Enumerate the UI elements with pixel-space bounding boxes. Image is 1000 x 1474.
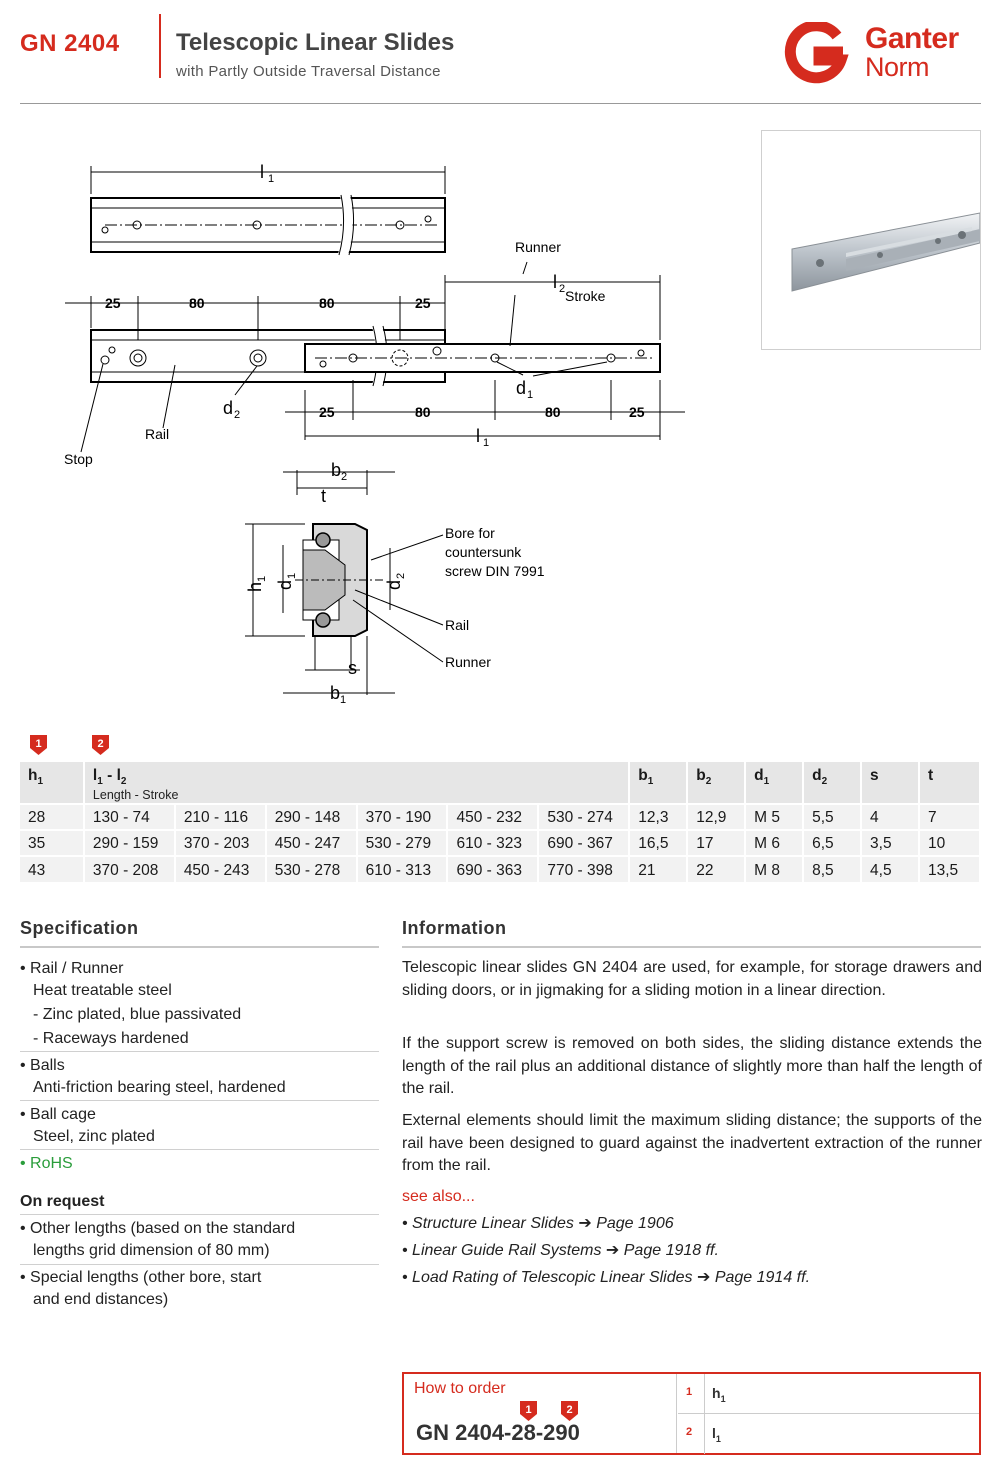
- spec-item: Steel, zinc plated: [33, 1128, 155, 1145]
- on-request-item: and end distances): [33, 1291, 169, 1308]
- dim-80-c: 80: [415, 404, 431, 420]
- dim-b2-sub: 2: [341, 471, 348, 483]
- cell-s: 3,5: [861, 830, 919, 856]
- cell-length: 210 - 116: [175, 804, 266, 830]
- dim-h1: h: [245, 581, 265, 592]
- on-request-item: lengths grid dimension of 80 mm): [33, 1242, 270, 1259]
- cell-d2: 8,5: [803, 856, 861, 882]
- see-also-link[interactable]: • Linear Guide Rail Systems ➔ Page 1918 ff.: [402, 1242, 719, 1259]
- order-item-divider: [704, 1414, 705, 1454]
- dim-s: s: [348, 658, 357, 678]
- label-runner: Runner: [515, 239, 561, 255]
- dim-l2-sub: 2: [559, 283, 566, 295]
- spec-item: Anti-friction bearing steel, hardened: [33, 1079, 286, 1096]
- svg-text:1: 1: [525, 1404, 532, 1416]
- info-paragraph: If the support screw is removed on both sides, the sliding distance extends the length of the rail plus an additional distance of slightly more than half the length of the rail.: [402, 1035, 982, 1097]
- dim-d2-sub: 2: [234, 409, 241, 421]
- cell-length: 450 - 232: [447, 804, 538, 830]
- col-length-stroke: $l_1 - l_2$ Length - Stroke: [84, 762, 629, 804]
- order-item-num: 1: [686, 1386, 693, 1398]
- dim-80-b: 80: [319, 295, 335, 311]
- page-subtitle: with Partly Outside Traversal Distance: [176, 63, 441, 80]
- dim-80-a: 80: [189, 295, 205, 311]
- badge-2-label: 2: [97, 738, 104, 750]
- on-request-divider: [20, 1264, 379, 1265]
- cell-d2: 5,5: [803, 804, 861, 830]
- cell-b1: 21: [629, 856, 687, 882]
- dim-80-d: 80: [545, 404, 561, 420]
- dim-d2: d: [223, 398, 234, 418]
- cell-length: 370 - 208: [84, 856, 175, 882]
- cell-d1: M 5: [745, 804, 803, 830]
- header-rule: [20, 103, 981, 104]
- see-also-label: see also...: [402, 1188, 475, 1205]
- dim-l2: l: [553, 272, 557, 292]
- col-d2: $d_2$: [803, 762, 861, 804]
- order-item-num: 2: [686, 1426, 693, 1438]
- dim-25-c: 25: [319, 404, 335, 420]
- on-request-heading: On request: [20, 1193, 105, 1210]
- cell-d1: M 8: [745, 856, 803, 882]
- cell-length: 290 - 159: [84, 830, 175, 856]
- dim-d1-sub: 1: [527, 389, 534, 401]
- badge-2-icon: [92, 735, 109, 755]
- spec-divider: [20, 1051, 379, 1052]
- cell-length: 450 - 243: [175, 856, 266, 882]
- order-label: How to order: [414, 1380, 506, 1397]
- spec-item: Heat treatable steel: [33, 982, 172, 999]
- dim-b1: b: [330, 683, 341, 703]
- label-bore-3: screw DIN 7991: [445, 563, 545, 579]
- slide-photo-illustration: [762, 131, 980, 349]
- dim-h1-sub: 1: [256, 575, 268, 582]
- specification-heading: Specification: [20, 918, 139, 938]
- badge-1-label: 1: [35, 738, 42, 750]
- table-row: [20, 856, 980, 882]
- logo-g-icon: [783, 22, 853, 86]
- col-t: t: [919, 762, 980, 804]
- on-request-rule: [20, 1214, 379, 1215]
- spec-item-rohs: • RoHS: [20, 1155, 73, 1172]
- label-section-runner: Runner: [445, 654, 491, 670]
- badge-1-icon: [30, 735, 47, 755]
- label-rail: Rail: [145, 426, 170, 442]
- spec-item: • Rail / Runner: [20, 960, 124, 977]
- dim-t: t: [321, 486, 327, 506]
- information-heading: Information: [402, 918, 507, 938]
- product-photo: [761, 130, 981, 350]
- cell-length: 610 - 323: [447, 830, 538, 856]
- logo-text-norm: Norm: [865, 52, 929, 82]
- dim-25-d: 25: [629, 404, 645, 420]
- order-item-value: $h_1$: [712, 1385, 726, 1404]
- cell-b2: 12,9: [687, 804, 745, 830]
- dim-l1-bottom: l: [476, 426, 480, 446]
- cell-h1: 35: [20, 830, 84, 856]
- col-length-caption: Length - Stroke: [92, 788, 179, 803]
- ganter-norm-logo: [783, 22, 983, 86]
- how-to-order-box: [402, 1372, 981, 1455]
- on-request-item: • Special lengths (other bore, start: [20, 1269, 262, 1286]
- dim-25-a: 25: [105, 295, 121, 311]
- see-also-link[interactable]: • Structure Linear Slides ➔ Page 1906: [402, 1215, 674, 1232]
- label-bore-2: countersunk: [445, 544, 522, 560]
- cell-length: 530 - 279: [357, 830, 448, 856]
- cell-t: 7: [919, 804, 980, 830]
- order-example: [404, 1374, 677, 1453]
- col-b2: $b_2$: [687, 762, 745, 804]
- dimensions-table: [20, 762, 981, 882]
- order-code: GN 2404-28-290: [416, 1420, 580, 1445]
- order-item-divider: [704, 1374, 705, 1413]
- cell-length: 690 - 367: [538, 830, 629, 856]
- label-section-rail: Rail: [445, 617, 470, 633]
- product-code: GN 2404: [20, 30, 120, 57]
- label-stroke: Stroke: [565, 288, 606, 304]
- label-bore-1: Bore for: [445, 525, 495, 541]
- cell-length: 530 - 278: [266, 856, 357, 882]
- cell-d2: 6,5: [803, 830, 861, 856]
- dim-d1-section: d: [275, 579, 295, 590]
- dim-d2-section-sub: 2: [395, 572, 407, 579]
- cell-length: 450 - 247: [266, 830, 357, 856]
- col-b1: $b_1$: [629, 762, 687, 804]
- cell-h1: 28: [20, 804, 84, 830]
- dim-d1-section-sub: 1: [286, 572, 298, 579]
- specification-rule: [20, 946, 379, 948]
- logo-text-ganter: Ganter: [865, 22, 959, 55]
- cell-h1: 43: [20, 856, 84, 882]
- table-row: [20, 804, 980, 830]
- cell-length: 370 - 203: [175, 830, 266, 856]
- dim-l1-bottom-sub: 1: [483, 437, 490, 449]
- dim-25-b: 25: [415, 295, 431, 311]
- spec-divider: [20, 1100, 379, 1101]
- table-row: [20, 830, 980, 856]
- dim-b2: b: [331, 460, 342, 480]
- cell-length: 610 - 313: [357, 856, 448, 882]
- order-item-1: [678, 1374, 979, 1414]
- cell-length: 290 - 148: [266, 804, 357, 830]
- spec-divider: [20, 1149, 379, 1150]
- dim-d2-section: d: [384, 579, 404, 590]
- dim-b1-sub: 1: [340, 694, 347, 706]
- page-title: Telescopic Linear Slides: [176, 29, 455, 56]
- svg-text:2: 2: [566, 1404, 573, 1416]
- dim-l1-top: l: [260, 162, 264, 182]
- cell-b2: 17: [687, 830, 745, 856]
- cell-length: 530 - 274: [538, 804, 629, 830]
- cell-d1: M 6: [745, 830, 803, 856]
- info-paragraph: Telescopic linear slides GN 2404 are used, for example, for storage drawers and sliding doors, or in jigmaking for a sliding motion in a linear direction.: [402, 959, 982, 999]
- cell-length: 130 - 74: [84, 804, 175, 830]
- col-s: s: [861, 762, 919, 804]
- spec-item: - Raceways hardened: [33, 1030, 189, 1047]
- cell-s: 4,5: [861, 856, 919, 882]
- dim-d1: d: [516, 378, 527, 398]
- cell-t: 10: [919, 830, 980, 856]
- spec-item: • Balls: [20, 1057, 65, 1074]
- order-item-2: [678, 1414, 979, 1454]
- cell-length: 770 - 398: [538, 856, 629, 882]
- on-request-item: • Other lengths (based on the standard: [20, 1220, 296, 1237]
- order-badge-2-icon: [561, 1401, 578, 1421]
- dim-l1-top-sub: 1: [268, 173, 275, 185]
- table-header-row: [20, 762, 980, 804]
- order-badge-1-icon: [520, 1401, 537, 1421]
- spec-item: - Zinc plated, blue passivated: [33, 1006, 242, 1023]
- col-h1: $h_1$: [20, 762, 84, 804]
- cell-b2: 22: [687, 856, 745, 882]
- cell-s: 4: [861, 804, 919, 830]
- information-rule: [402, 946, 981, 948]
- technical-drawing: [55, 150, 705, 710]
- see-also-link[interactable]: • Load Rating of Telescopic Linear Slides ➔ Page 1914 ff.: [402, 1269, 811, 1286]
- spec-item: • Ball cage: [20, 1106, 96, 1123]
- cell-t: 13,5: [919, 856, 980, 882]
- col-d1: $d_1$: [745, 762, 803, 804]
- header-divider: [159, 14, 161, 78]
- order-item-value: $l_1$: [712, 1425, 721, 1444]
- cell-length: 690 - 363: [447, 856, 538, 882]
- label-stop: Stop: [64, 451, 93, 467]
- cell-length: 370 - 190: [357, 804, 448, 830]
- cell-b1: 12,3: [629, 804, 687, 830]
- cell-b1: 16,5: [629, 830, 687, 856]
- info-paragraph: External elements should limit the maximum sliding distance; the supports of the rail have been designed to guard against the inadvertent extraction of the runner from the rail.: [402, 1112, 982, 1174]
